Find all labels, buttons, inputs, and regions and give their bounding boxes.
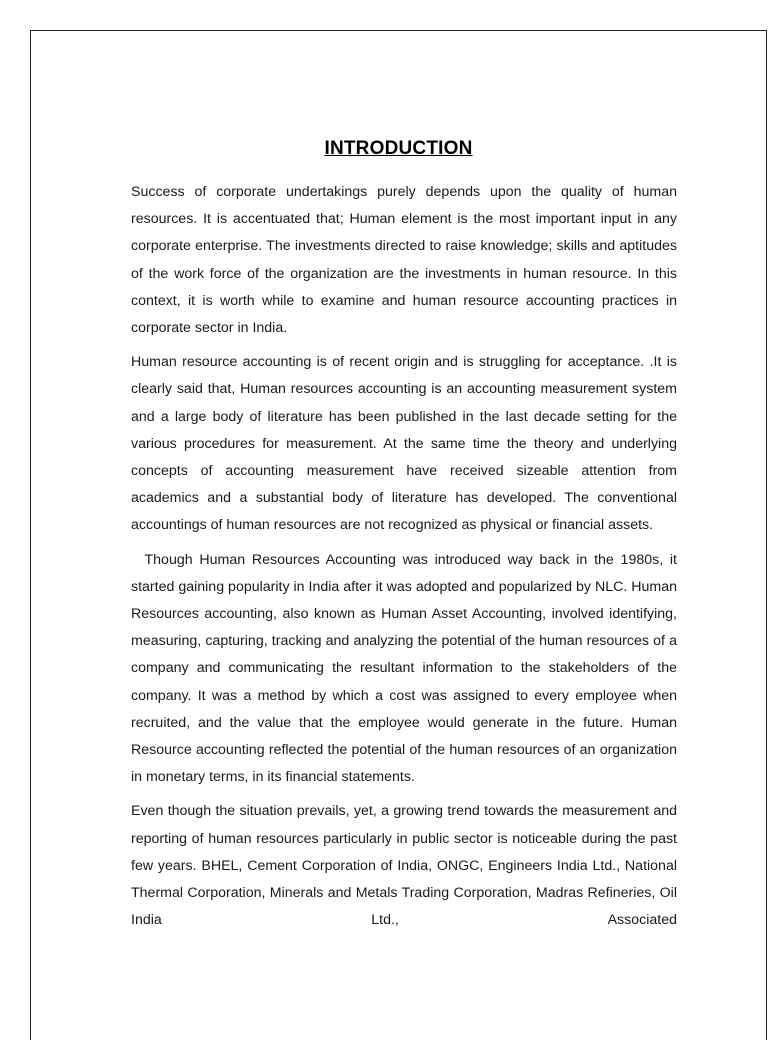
paragraph-2: Human resource accounting is of recent origin and is struggling for acceptance. .It is clearly said that, Human resources accounting is an accounting measurement system and a large body of literature has been published in the last decade setting for the various procedures for measurement. At the same time the theory and underlying concepts of accounting measurement have received sizeable attention from academics and a substantial body of literature has developed. The conventional accountings of human resources are not recognized as physical or financial assets. [131, 354, 677, 534]
document-body [131, 179, 677, 941]
paragraph-1: Success of corporate undertakings purely depends upon the quality of human resources. It is accentuated that; Human element is the most important input in any corporate enterprise. The investments directed to raise knowledge; skills and aptitudes of the work force of the organization are the investments in human resource. In this context, it is worth while to examine and human resource accounting practices in corporate sector in India. [131, 184, 677, 337]
document-page [30, 30, 767, 1040]
page-title: INTRODUCTION [324, 138, 473, 159]
paragraph-4: Even though the situation prevails, yet, a growing trend towards the measurement and reporting of human resources particularly in public sector is noticeable during the past few years. BHEL, Cement Corporation of India, ONGC, Engineers India Ltd., National Thermal Corporation, Minerals and Metals Trading Corporation, Madras Refineries, Oil India Ltd., Associated [131, 803, 677, 929]
paragraph-3: Though Human Resources Accounting was introduced way back in the 1980s, it started gaining popularity in India after it was adopted and popularized by NLC. Human Resources accounting, also known as Human Asset Accounting, involved identifying, measuring, capturing, tracking and analyzing the potential of the human resources of a company and communicating the resultant information to the stakeholders of the company. It was a method by which a cost was assigned to every employee when recruited, and the value that the employee would generate in the future. Human Resource accounting reflected the potential of the human resources of an organization in monetary terms, in its financial statements. [131, 551, 677, 786]
